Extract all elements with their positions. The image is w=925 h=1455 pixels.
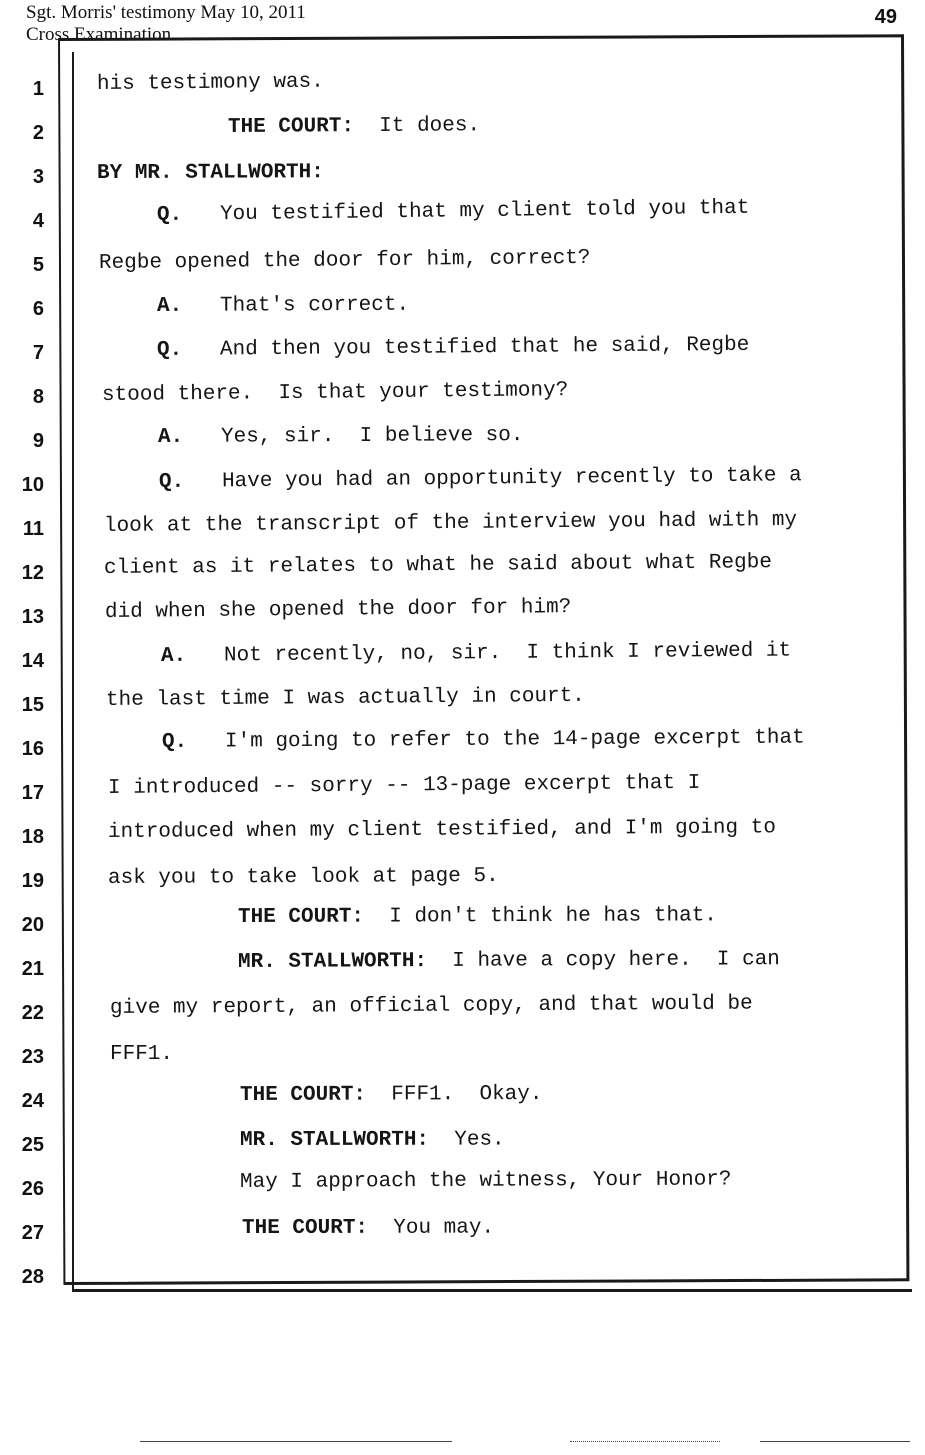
line-text: I introduced -- sorry -- 13-page excerpt that I — [107, 771, 701, 800]
line-number: 22 — [21, 1002, 44, 1024]
line-text: I'm going to refer to the 14-page excerpt that — [187, 726, 805, 754]
line-number: 23 — [21, 1046, 44, 1068]
speaker-label: THE COURT: — [227, 115, 355, 139]
line-number: 26 — [21, 1178, 44, 1200]
transcript-line — [240, 1082, 543, 1109]
speaker-label: Q. — [158, 470, 185, 494]
line-text: You testified that my client told you that — [182, 196, 750, 227]
speaker-label: THE COURT: — [237, 905, 365, 929]
transcript-line — [102, 378, 569, 409]
line-text: ask you to take look at page 5. — [107, 864, 499, 890]
line-text: client as it relates to what he said about what Regbe — [103, 551, 772, 580]
transcript-line — [105, 595, 572, 626]
margin-rule — [72, 52, 74, 1292]
speaker-label: THE COURT: — [239, 1083, 367, 1107]
line-text: stood there. Is that your testimony? — [101, 379, 569, 407]
line-number: 7 — [32, 342, 44, 364]
line-text: May I approach the witness, Your Honor? — [239, 1168, 732, 1194]
line-text: Have you had an opportunity recently to take a — [184, 464, 802, 494]
speaker-label: Q. — [156, 338, 183, 362]
footer-rule-right — [760, 1441, 910, 1442]
line-number: 8 — [32, 386, 44, 408]
line-text: I don't think he has that. — [363, 904, 717, 929]
line-text: Regbe opened the door for him, correct? — [98, 246, 591, 275]
transcript-line — [158, 423, 524, 451]
line-number: 4 — [32, 210, 44, 232]
speaker-label: MR. STALLWORTH: — [239, 1128, 430, 1152]
line-number: 28 — [21, 1266, 44, 1288]
line-text: You may. — [368, 1216, 495, 1240]
line-text: It does. — [353, 114, 481, 139]
transcript-line — [157, 293, 409, 320]
speaker-label: A. — [156, 294, 183, 318]
header-subtitle: Cross Examination — [26, 24, 172, 45]
speaker-label: Q. — [156, 203, 183, 227]
line-text: his testimony was. — [96, 70, 324, 96]
line-text: introduced when my client testified, and I'm going to — [107, 816, 776, 844]
line-text: Not recently, no, sir. I think I reviewed it — [186, 639, 792, 668]
transcript-line — [108, 815, 776, 846]
line-text: give my report, an official copy, and that would be — [109, 992, 753, 1020]
speaker-label: A. — [157, 425, 184, 449]
transcript-line — [228, 113, 480, 141]
footer-rule-left — [140, 1441, 452, 1442]
line-number: 19 — [21, 870, 44, 892]
transcript-line — [240, 1128, 505, 1154]
bottom-rule — [72, 1289, 912, 1292]
transcript-line — [157, 333, 750, 364]
line-number: 15 — [21, 694, 44, 716]
transcript-line — [97, 160, 324, 187]
line-number: 5 — [32, 254, 44, 276]
footer-rule-middle — [570, 1441, 720, 1442]
line-text: did when she opened the door for him? — [104, 596, 572, 624]
header-title: Sgt. Morris' testimony May 10, 2011 — [26, 2, 306, 23]
speaker-label: BY MR. STALLWORTH: — [96, 161, 324, 185]
transcript-line — [106, 684, 585, 714]
line-text: look at the transcript of the interview you had with my — [103, 508, 798, 538]
line-number: 27 — [21, 1222, 44, 1244]
transcript-line — [108, 771, 701, 802]
line-number: 3 — [32, 166, 44, 188]
transcript-line — [110, 992, 753, 1022]
line-number: 17 — [21, 782, 44, 804]
transcript-line — [240, 1167, 732, 1196]
transcript-line — [99, 246, 591, 277]
line-number: 21 — [21, 958, 44, 980]
line-number: 18 — [21, 826, 44, 848]
transcript-line — [238, 903, 717, 931]
transcript-line — [97, 70, 324, 98]
line-text: Yes, sir. I believe so. — [183, 424, 524, 449]
line-text: I have a copy here. I can — [426, 948, 780, 974]
transcript-line — [161, 639, 791, 670]
line-text: FFF1. — [110, 1043, 174, 1066]
transcript-line — [110, 1042, 173, 1068]
line-text: the last time I was actually in court. — [105, 684, 585, 712]
line-number: 25 — [21, 1134, 44, 1156]
speaker-label: THE COURT: — [241, 1216, 369, 1240]
speaker-label: MR. STALLWORTH: — [237, 950, 428, 974]
line-number: 6 — [32, 298, 44, 320]
line-number: 16 — [21, 738, 44, 760]
line-number: 20 — [21, 914, 44, 936]
transcript-line — [162, 726, 805, 756]
speaker-label: A. — [160, 644, 187, 668]
line-text: That's correct. — [182, 293, 410, 318]
line-text: FFF1. Okay. — [365, 1082, 543, 1107]
line-number: 13 — [21, 606, 44, 628]
speaker-label: Q. — [161, 730, 188, 754]
line-number: 1 — [32, 78, 44, 100]
page-number: 49 — [874, 6, 897, 28]
transcript-line — [108, 864, 499, 892]
transcript-line — [238, 947, 780, 976]
transcript-line — [242, 1216, 494, 1242]
line-number: 11 — [22, 518, 44, 540]
line-number: 10 — [21, 474, 44, 496]
line-number: 12 — [21, 562, 44, 584]
line-number: 14 — [21, 650, 44, 672]
line-text: And then you testified that he said, Regbe — [182, 333, 750, 362]
line-number: 2 — [32, 122, 44, 144]
line-text: Yes. — [429, 1128, 505, 1152]
line-number: 9 — [32, 430, 44, 452]
line-number: 24 — [21, 1090, 44, 1112]
